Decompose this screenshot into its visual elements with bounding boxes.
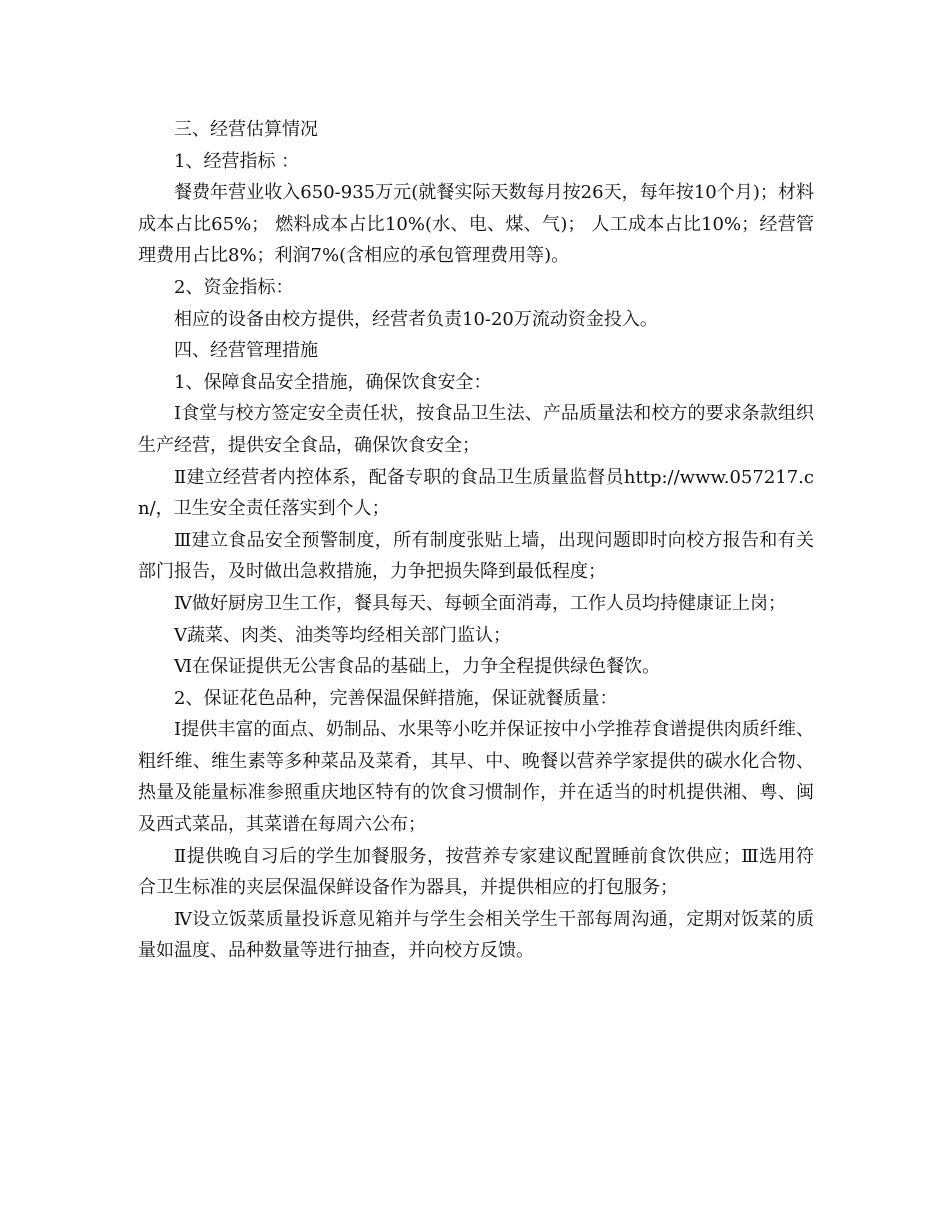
subheading-operating-indicators: 1、经营指标 ：	[174, 150, 300, 172]
section-heading-operating-estimate: 三、经营估算情况	[174, 119, 318, 140]
paragraph-food-safety-6: Ⅵ在保证提供无公害食品的基础上，力争全程提供绿色餐饮。	[174, 656, 661, 678]
paragraph-food-safety-1: Ⅰ食堂与校方签定安全责任状，按食品卫生法、产品质量法和校方的要求条款组织生产经营，提供安全食品，确保饮食安全；	[138, 403, 814, 456]
paragraph-food-safety-5: Ⅴ蔬菜、肉类、油类等均经相关部门监认；	[174, 624, 511, 646]
subheading-funding-indicators: 2、资金指标：	[174, 276, 294, 298]
subheading-food-safety: 1、保障食品安全措施，确保饮食安全：	[174, 371, 492, 393]
paragraph-food-safety-3: Ⅲ建立食品安全预警制度，所有制度张贴上墙，出现问题即时向校方报告和有关部门报告，及时做出急救措施，力争把损失降到最低程度；	[138, 529, 814, 583]
paragraph-revenue-costs: 餐费年营业收入650-935万元(就餐实际天数每月按26天，每年按10个月)；材料成本占比65%； 燃料成本占比10%(水、电、煤、气)； 人工成本占比10%；经营管理费用占比8%；利润7%(含相应的承包管理费用等)。	[138, 182, 814, 267]
document-page	[138, 114, 814, 967]
paragraph-food-safety-2: Ⅱ建立经营者内控体系，配备专职的食品卫生质量监督员http://www.057217.cn/，卫生安全责任落实到个人；	[138, 466, 814, 520]
paragraph-food-safety-4: Ⅳ做好厨房卫生工作，餐具每天、每顿全面消毒，工作人员均持健康证上岗；	[174, 592, 786, 614]
paragraph-meal-quality-1: Ⅰ提供丰富的面点、奶制品、水果等小吃并保证按中小学推荐食谱提供肉质纤维、粗纤维、维生素等多种菜品及菜肴，其早、中、晚餐以营养学家提供的碳水化合物、热量及能量标准参照重庆地区特有的饮食习惯制作，并在适当的时机提供湘、粤、闽及西式菜品，其菜谱在每周六公布；	[138, 719, 814, 836]
subheading-meal-quality: 2、保证花色品种，完善保温保鲜措施，保证就餐质量：	[174, 687, 618, 709]
paragraph-meal-quality-3: Ⅳ设立饭菜质量投诉意见箱并与学生会相关学生干部每周沟通，定期对饭菜的质量如温度、品种数量等进行抽查，并向校方反馈。	[138, 908, 814, 962]
paragraph-funding: 相应的设备由校方提供，经营者负责10-20万流动资金投入。	[174, 308, 658, 330]
paragraph-meal-quality-2: Ⅱ提供晚自习后的学生加餐服务，按营养专家建议配置睡前食饮供应；Ⅲ选用符合卫生标准的夹层保温保鲜设备作为器具，并提供相应的打包服务；	[138, 845, 814, 899]
section-heading-management-measures: 四、经营管理措施	[174, 340, 318, 362]
